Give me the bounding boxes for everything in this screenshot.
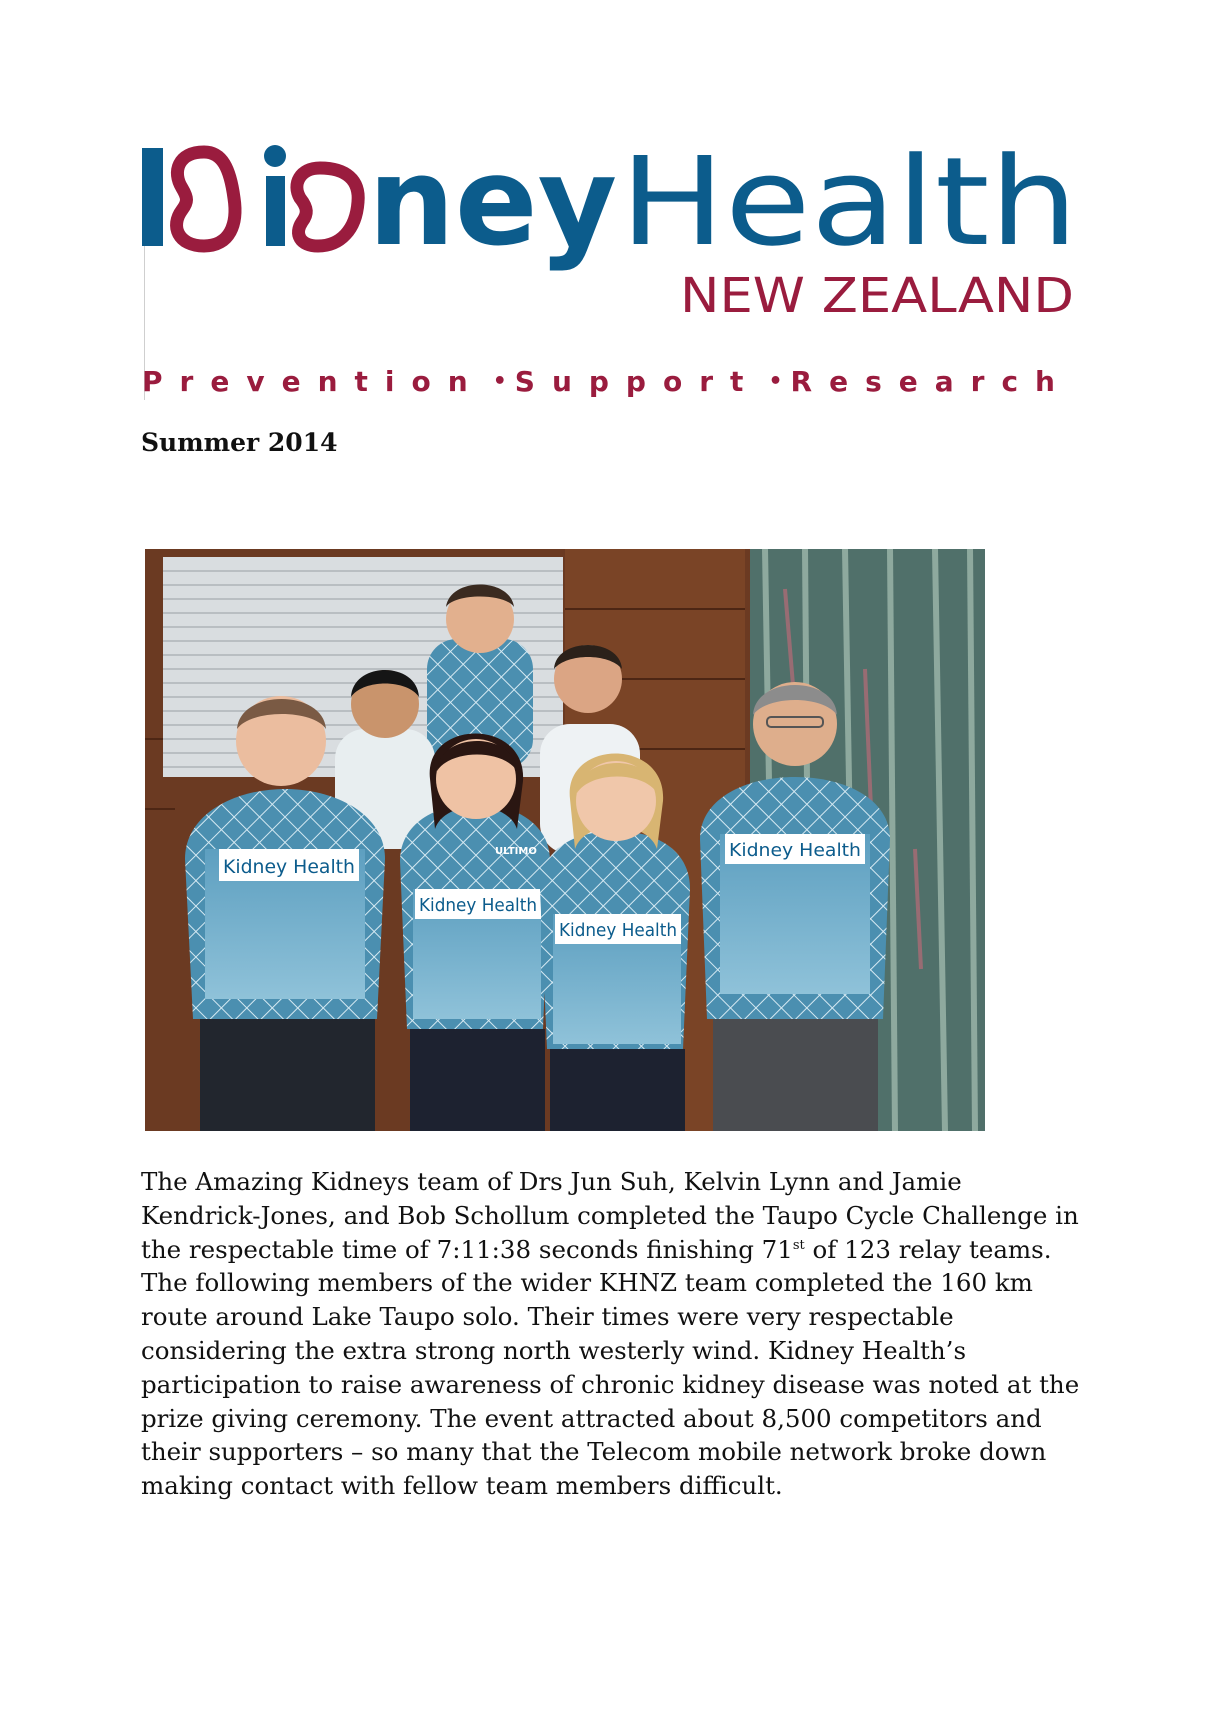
article-paragraph	[141, 1165, 1081, 1503]
logo-i-dot	[264, 145, 286, 167]
jersey-logo-text: Kidney Health	[223, 856, 355, 878]
article-text-part2: of 123 relay teams. The following members of the wider KHNZ team completed the 160 km route around Lake Taupo solo. Their times were very respectable considering the extra strong north westerly wind. Kidney Health’s participation to raise awareness of chronic kidney disease was noted at the prize giving ceremony. The event attracted about 8,500 competitors and their supporters – so many that the Telecom mobile network broke down making contact with fellow team members difficult.	[141, 1234, 1080, 1501]
team-photo	[145, 549, 985, 1131]
tagline-research: Research	[790, 365, 1072, 398]
issue-label: Summer 2014	[141, 428, 338, 457]
tagline-separator-2: •	[768, 369, 783, 394]
ordinal-suffix: st	[792, 1237, 805, 1253]
jersey-logo-text: Kidney Health	[559, 920, 677, 941]
jersey-logo-text: Kidney Health	[419, 895, 537, 916]
logo-name-part2: Health	[620, 138, 1078, 273]
logo-name-part1: ney	[368, 138, 618, 273]
tagline-separator-1: •	[492, 369, 507, 394]
logo-kidney-glyph-2	[297, 168, 358, 246]
logo-kidney-glyph-1	[177, 152, 235, 246]
article-body	[141, 1165, 1081, 1503]
jersey-logo-text: Kidney Health	[729, 840, 861, 861]
kidney-health-logo	[142, 138, 1082, 328]
jersey-brand-text: ULTIMO	[495, 846, 537, 857]
logo-subtitle: NEW ZEALAND	[680, 268, 1074, 324]
logo-i-stem	[266, 176, 285, 246]
article-text-part1: The Amazing Kidneys team of Drs Jun Suh, Kelvin Lynn and Jamie Kendrick-Jones, and Bob Schollum completed the Taupo Cycle Challenge in the respectable time of 7:11:38 seconds finishing 71	[141, 1167, 1079, 1264]
tagline-prevention: Prevention	[142, 365, 485, 398]
tagline-support: Support	[514, 365, 761, 398]
logo-k-stem	[142, 148, 163, 246]
tagline	[142, 365, 1072, 398]
